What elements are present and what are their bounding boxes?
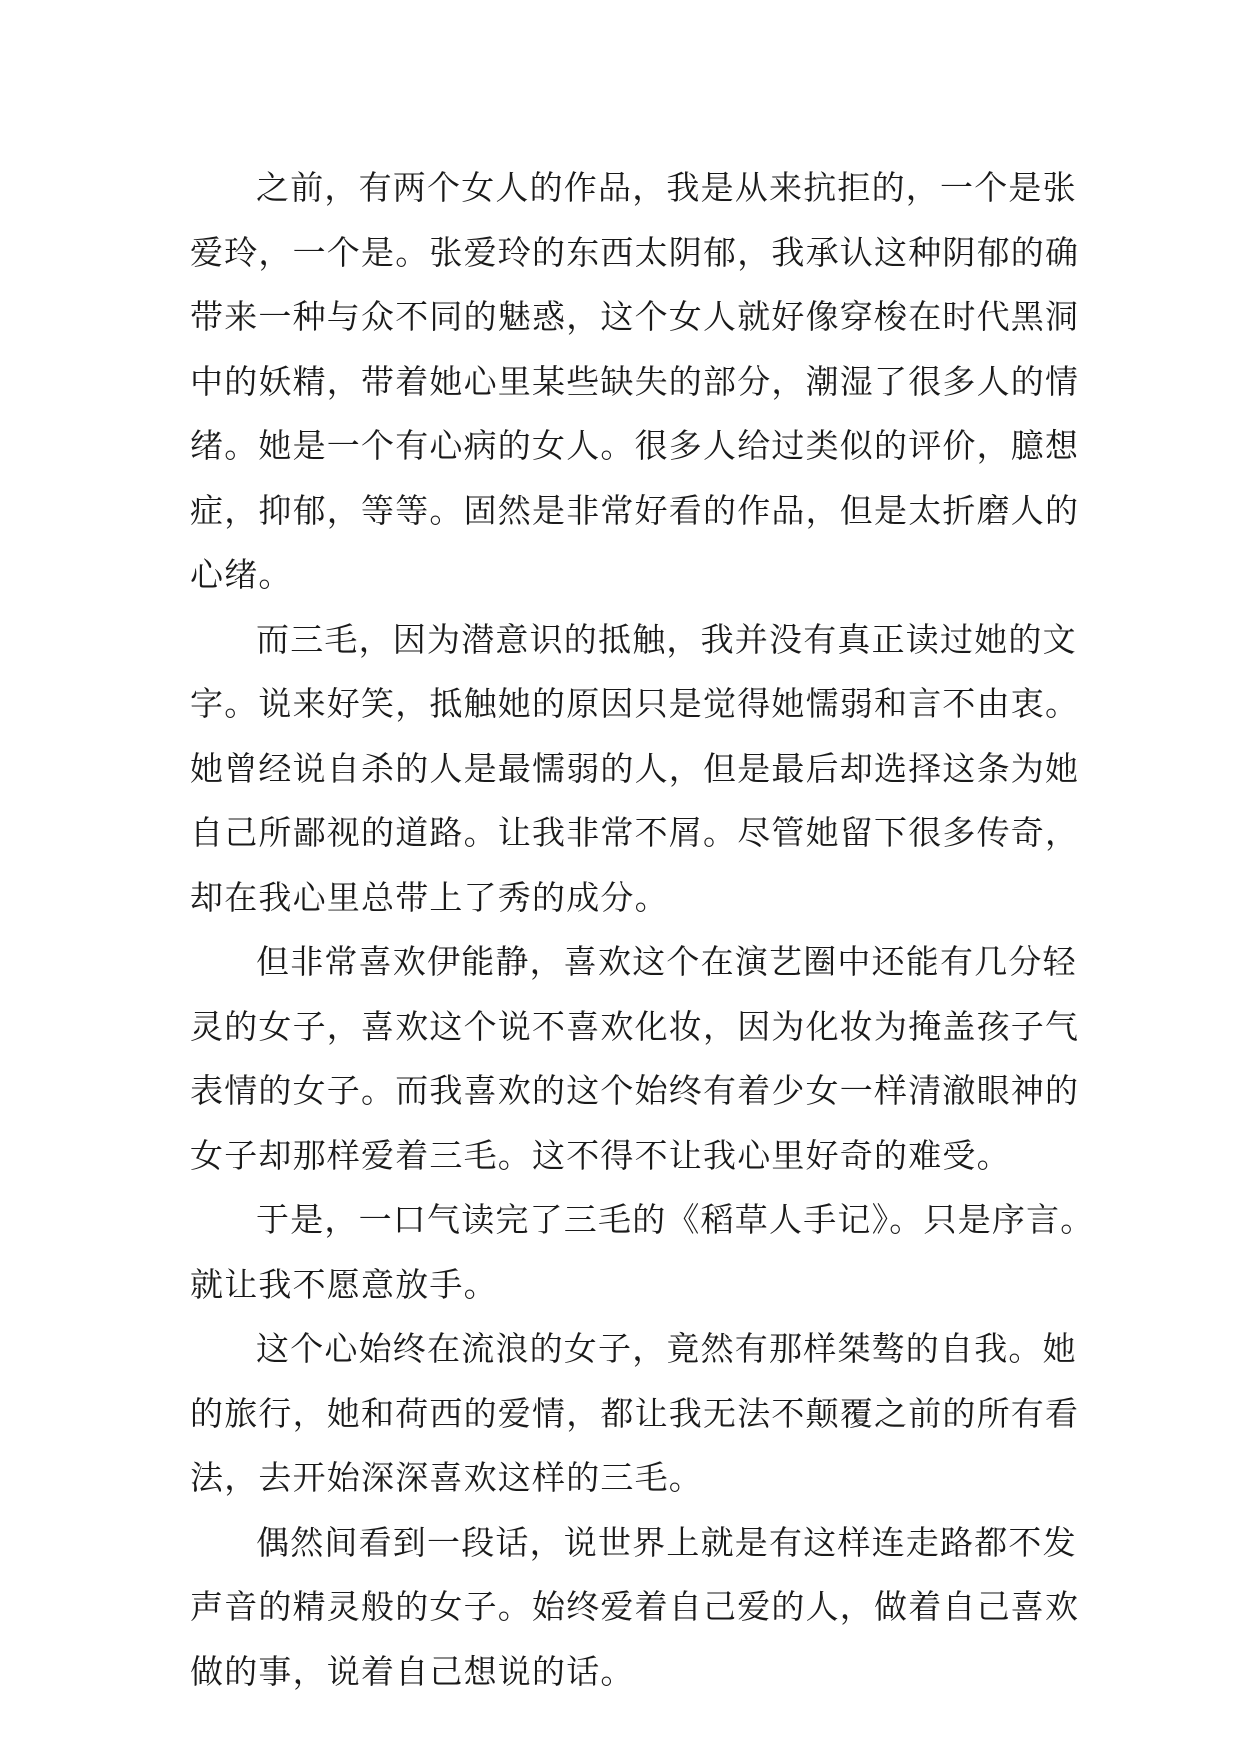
- paragraph-6: [190, 1511, 1080, 1705]
- paragraph-3: [190, 930, 1080, 1188]
- document-body: [190, 156, 1095, 1704]
- text-line: 的旅行，她和荷西的爱情，都让我无法不颠覆之前的所有看: [190, 1393, 1080, 1433]
- text-line: 却在我心里总带上了秀的成分。: [190, 877, 669, 917]
- text-line: 灵的女子，喜欢这个说不喜欢化妆，因为化妆为掩盖孩子气: [190, 1006, 1080, 1046]
- text-line: 而三毛，因为潜意识的抵触，我并没有真正读过她的文: [256, 619, 1077, 659]
- text-line: 心绪。: [190, 555, 293, 594]
- text-line: 带来一种与众不同的魅惑，这个女人就好像穿梭在时代黑洞: [190, 297, 1080, 336]
- text-line: 她曾经说自杀的人是最懦弱的人，但是最后却选择这条为她: [190, 748, 1080, 788]
- text-line: 于是，一口气读完了三毛的《稻草人手记》。只是序言。: [256, 1200, 1095, 1239]
- paragraph-1: [190, 156, 1080, 608]
- text-line: 偶然间看到一段话，说世界上就是有这样连走路都不发: [256, 1522, 1077, 1562]
- text-line: 之前，有两个女人的作品，我是从来抗拒的，一个是张: [256, 168, 1077, 207]
- text-line: 症，抑郁，等等。固然是非常好看的作品，但是太折磨人的: [190, 490, 1080, 530]
- paragraph-4: [190, 1188, 1095, 1317]
- paragraph-2: [190, 608, 1080, 931]
- text-line: 做的事，说着自己想说的话。: [190, 1651, 635, 1691]
- text-line: 声音的精灵般的女子。始终爱着自己爱的人，做着自己喜欢: [190, 1587, 1080, 1626]
- text-line: 自己所鄙视的道路。让我非常不屑。尽管她留下很多传奇，: [190, 813, 1080, 852]
- text-line: 这个心始终在流浪的女子，竟然有那样桀骜的自我。她: [256, 1329, 1077, 1368]
- text-line: 爱玲，一个是。张爱玲的东西太阴郁，我承认这种阴郁的确: [190, 232, 1080, 272]
- text-line: 中的妖精，带着她心里某些缺失的部分，潮湿了很多人的情: [190, 361, 1080, 401]
- text-line: 法，去开始深深喜欢这样的三毛。: [190, 1458, 703, 1497]
- text-line: 绪。她是一个有心病的女人。很多人给过类似的评价，臆想: [190, 426, 1080, 465]
- text-line: 女子却那样爱着三毛。这不得不让我心里好奇的难受。: [190, 1135, 1011, 1175]
- paragraph-5: [190, 1317, 1080, 1511]
- text-line: 就让我不愿意放手。: [190, 1264, 498, 1304]
- text-line: 表情的女子。而我喜欢的这个始终有着少女一样清澈眼神的: [190, 1071, 1080, 1110]
- text-line: 字。说来好笑，抵触她的原因只是觉得她懦弱和言不由衷。: [190, 684, 1080, 723]
- text-line: 但非常喜欢伊能静，喜欢这个在演艺圈中还能有几分轻: [256, 942, 1077, 981]
